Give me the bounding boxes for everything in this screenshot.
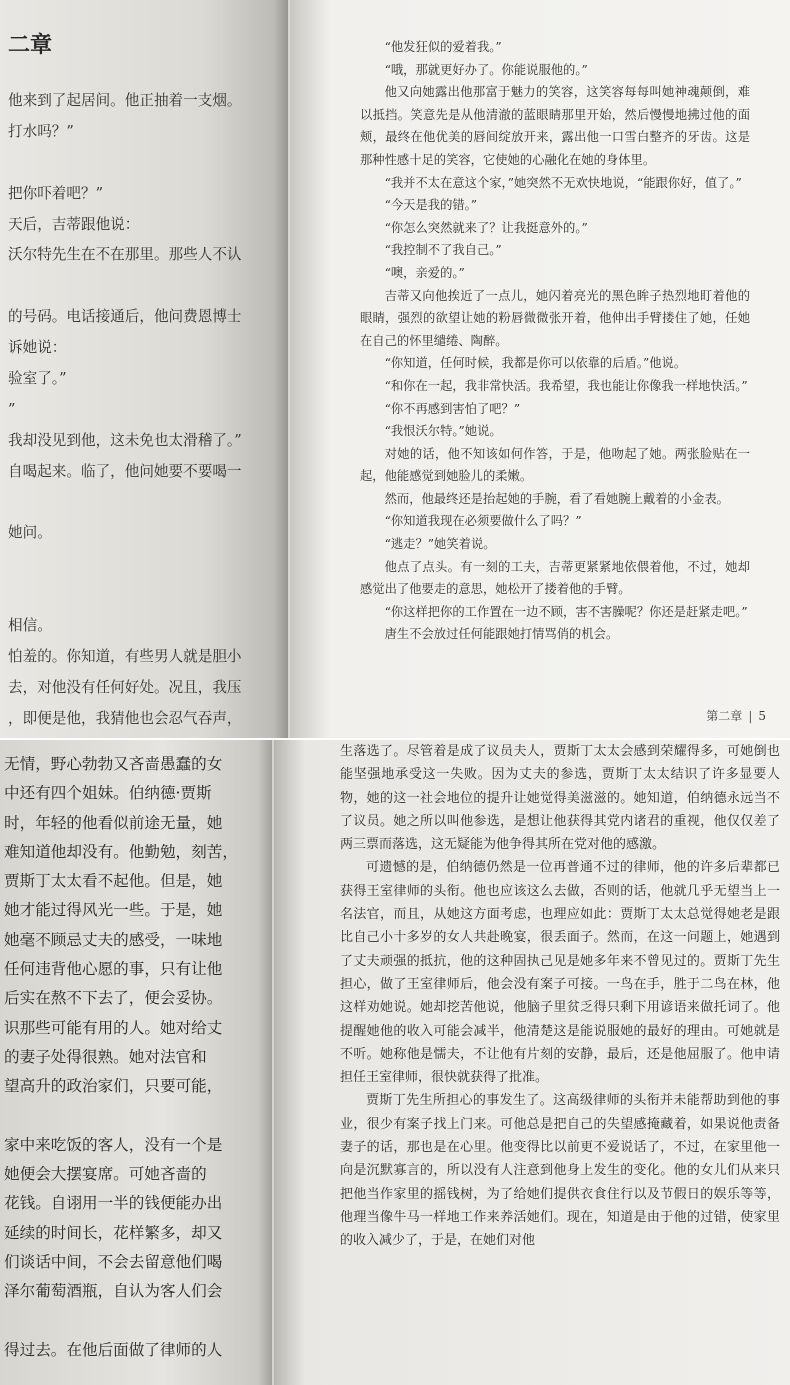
paragraph: 对她的话，他不知该如何作答，于是，他吻起了她。两张脸贴在一起，他能感觉到她脸儿的柔嫩。 [360, 446, 750, 484]
right-page-bottom-text [340, 740, 780, 1253]
gutter-shadow [258, 740, 272, 1385]
paragraph: “我恨沃尔特。”她说。 [384, 424, 502, 439]
text-line: 诉她说： [8, 339, 67, 357]
paragraph: “你怎么突然就来了？让我挺意外的。” [384, 220, 588, 235]
text-line: 他来到了起居间。他正抽着一支烟。 [8, 92, 242, 109]
paragraph: “你不再感到害怕了吧？” [384, 401, 521, 416]
text-line [4, 1102, 270, 1131]
text-line: 难知道他却没有。他勤勉，刻苦， [4, 842, 238, 861]
text-line: 去，对他没有任何好处。况且，我压 [8, 678, 242, 696]
left-page-bottom [0, 740, 272, 1385]
paragraph: “我控制不了我自己。” [384, 243, 502, 258]
text-line: 她便会大摆宴席。可她吝啬的 [4, 1165, 207, 1184]
text-line: 延续的时间长，花样繁多，却又 [4, 1223, 223, 1242]
text-line: 时，年轻的他看似前途无量，她 [4, 813, 223, 832]
text-line: 天后，吉蒂跟他说： [8, 215, 140, 233]
text-line: 泽尔葡萄酒瓶，自认为客人们会 [4, 1282, 223, 1301]
text-line: 验室了。” [8, 370, 67, 388]
paragraph: “你这样把你的工作置在一边不顾，害不害臊呢？你还是赶紧走吧。” [384, 604, 748, 619]
text-line: 怕羞的。你知道，有些男人就是胆小 [8, 648, 242, 666]
text-line: 得过去。在他后面做了律师的人 [4, 1340, 223, 1359]
paragraph: 他点了点头。有一刻的工夫，吉蒂更紧紧地依偎着他，不过，她却感觉出了他要走的意思，她松开了搂着他的手臂。 [360, 559, 750, 597]
text-line: 贾斯丁太太看不起他。但是，她 [4, 872, 223, 891]
paragraph: 可遗憾的是，伯纳德仍然是一位再普通不过的律师，他的许多后辈都已获得王室律师的头衔。他也应该这么去做，否则的话，他就几乎无望当上一名法官，而且，从她这方面考虑，也理应如此：贾斯丁太太总觉得她老是跟比自己小十多岁的女人共赴晚宴，很丢面子。然而，在这一问题上，她遇到了丈夫顽强的抵抗，他的这种固执己见是她多年来不曾见过的。贾斯丁先生担心，做了王室律师后，他会没有案子可接。一鸟在手，胜于二鸟在林，他这样劝她说。她却挖苦他说，他脑子里贫乏得只剩下用谚语来做托词了。他提醒她他的收入可能会减半，他清楚这是能说服她的最好的理由。可她就是不听。她称他是懦夫，不让他有片刻的安静，最后，还是他屈服了。他申请担任王室律师，很快就获得了批准。 [340, 860, 780, 1086]
text-line: 任何违背他心愿的事，只有让他 [4, 960, 223, 979]
right-page-bottom [274, 740, 790, 1385]
text-line: 无情，野心勃勃又吝啬愚蠢的女 [4, 755, 223, 773]
page-footer [706, 707, 766, 724]
text-line: 的号码。电话接通后，他问费恩博士 [8, 308, 242, 326]
paragraph: “我并不太在意这个家，”她突然不无欢快地说，“能跟你好，值了。” [384, 175, 742, 190]
footer-chapter: 第二章 [706, 709, 743, 723]
paragraph: “今天是我的错。” [384, 198, 478, 213]
text-line: 把你吓着吧？” [8, 184, 104, 202]
text-line: 她才能过得风光一些。于是，她 [4, 901, 223, 920]
text-line: ，即便是他，我猜他也会忍气吞声， [8, 709, 242, 727]
paragraph: “和你在一起，我非常快活。我希望，我也能让你像我一样地快活。” [384, 378, 748, 393]
text-line: 的妻子处得很熟。她对法官和 [4, 1047, 207, 1066]
text-line: 识那些可能有用的人。她对给丈 [4, 1018, 223, 1037]
left-page-bottom-text [4, 750, 270, 1365]
text-line [8, 271, 283, 302]
paragraph: “你知道，任何时候，我都是你可以依靠的后盾。”他说。 [384, 356, 687, 371]
text-line: 她问。 [8, 524, 52, 542]
text-line: 家中来吃饭的客人，没有一个是 [4, 1135, 223, 1154]
text-line: 们谈话中间，不会去留意他们喝 [4, 1253, 223, 1272]
right-page-top [290, 0, 790, 738]
text-line: 望高升的政治家们，只要可能， [4, 1077, 223, 1096]
paragraph: “他发狂似的爱着我。” [384, 40, 502, 54]
paragraph: 生落选了。尽管着是成了议员夫人，贾斯丁太太会感到荣耀得多，可她倒也能坚强地承受这一失败。因为丈夫的参选，贾斯丁太太结识了许多显要人物，她的这一社会地位的提升让她觉得美滋滋的。她知道，伯纳德永远当不了议员。她之所以叫他参选，是想让他获得其党内诸君的重视，他仅仅差了两三票而落选，这无疑能为他争得其所在党对他的感激。 [340, 744, 780, 853]
text-line: 打水吗？” [8, 122, 74, 140]
text-line: 后实在熬不下去了，便会妥协。 [4, 989, 223, 1008]
paragraph: 贾斯丁先生所担心的事发生了。这高级律师的头衔并未能帮助到他的事业，很少有案子找上门来。可他总是把自己的失望感掩藏着，如果说他责备妻子的话，那也是在心里。他变得比以前更不爱说话了，不过，在家里他一向是沉默寡言的，所以没有人注意到他身上发生的变化。他的女儿们从来只把他当作家里的摇钱树，为了给她们提供衣食住行以及节假日的娱乐等等，他理当像牛马一样地工作来养活她们。现在，知道是由于他的过错，使家里的收入减少了，于是，在她们对他 [340, 1093, 780, 1249]
book-photo-bottom [0, 740, 790, 1385]
paragraph: “你知道我现在必须要做什么了吗？” [384, 514, 582, 529]
paragraph: 他又向她露出他那富于魅力的笑容，这笑容每每叫她神魂颠倒，难以抵挡。笑意先是从他清澈的蓝眼睛那里开始，然后慢慢地拂过他的面颊，最终在他优美的唇间绽放开来，露出他一口雪白整齐的牙齿。这是那种性感十足的笑容，它使她的心融化在她的身体里。 [360, 85, 750, 167]
text-line: 相信。 [8, 617, 52, 635]
text-line: 沃尔特先生在不在那里。那些人不认 [8, 246, 242, 264]
text-line [8, 580, 283, 611]
text-line [4, 1307, 270, 1336]
text-line [8, 148, 283, 179]
text-line: 中还有四个姐妹。伯纳德·贾斯 [4, 784, 212, 803]
paragraph: 唐生不会放过任何能跟她打情骂俏的机会。 [384, 627, 619, 642]
text-line: 她毫不顾忌丈夫的感受，一味地 [4, 930, 223, 949]
left-page-top [0, 0, 288, 738]
text-line [8, 488, 283, 519]
paragraph: “逃走？”她笑着说。 [384, 537, 496, 552]
text-line: 花钱。自诩用一半的钱便能办出 [4, 1194, 223, 1213]
page-number: 5 [758, 709, 766, 723]
paragraph: 吉蒂又向他挨近了一点儿，她闪着亮光的黑色眸子热烈地盯着他的眼睛，强烈的欲望让她的粉唇微微张开着，他伸出手臂搂住了她，任她在自己的怀里缱绻、陶醉。 [360, 288, 750, 348]
text-line [8, 549, 283, 580]
paragraph: 然而，他最终还是抬起她的手腕，看了看她腕上戴着的小金表。 [384, 491, 729, 506]
right-page-top-text [360, 36, 750, 646]
paragraph: “噢，亲爱的。” [384, 265, 465, 280]
chapter-heading: 二章 [8, 32, 53, 58]
footer-separator: | [748, 709, 753, 723]
left-page-top-text [8, 0, 283, 735]
text-line: 自喝起来。临了，他问她要不要喝一 [8, 462, 242, 480]
gutter-shadow [274, 0, 288, 738]
text-line: 我却没见到他，这未免也太滑稽了。” [8, 431, 242, 449]
text-line: ” [8, 400, 16, 418]
paragraph: “哦，那就更好办了。你能说服他的。” [384, 62, 588, 77]
